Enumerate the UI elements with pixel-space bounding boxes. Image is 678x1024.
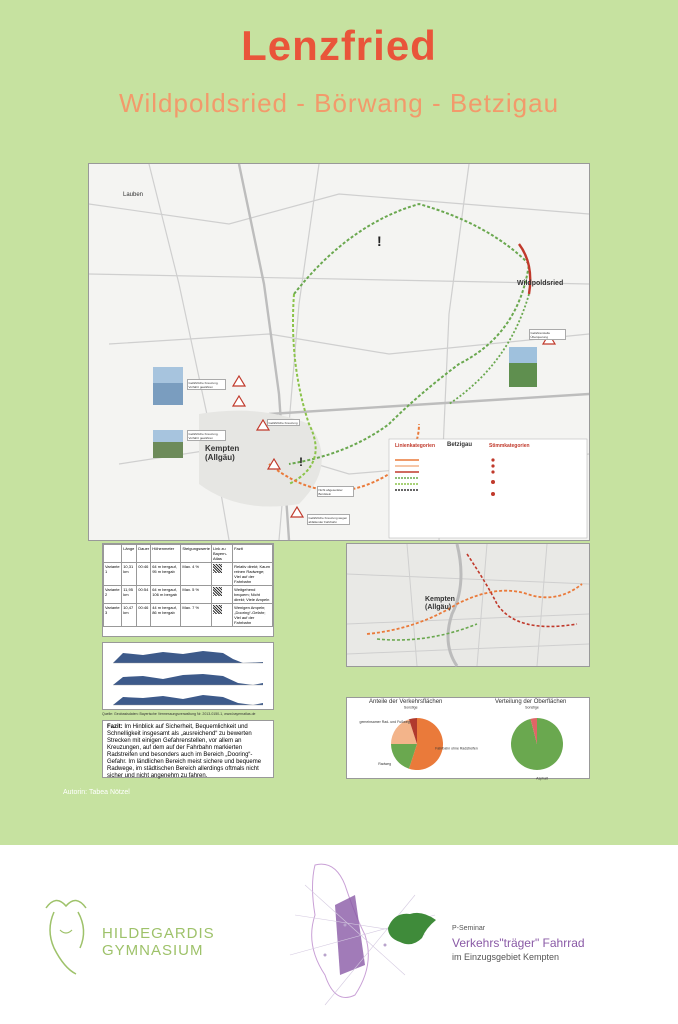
table-cell <box>211 586 232 604</box>
table-cell: Max. 5 % <box>181 586 212 604</box>
table-cell: Relativ direkt; Kaum reinen Radwege; Viel auf der Fahrbahn <box>233 563 273 586</box>
qr-code-icon[interactable] <box>213 564 222 573</box>
svg-text:!: ! <box>299 455 303 469</box>
table-cell: 00:54 <box>137 586 151 604</box>
table-cell: 00:46 <box>137 604 151 627</box>
table-cell: Variante 1 <box>104 563 122 586</box>
school-logo-icon <box>36 890 96 980</box>
table-cell: 10,31 km <box>122 563 137 586</box>
city-label: Kempten (Allgäu) <box>425 596 455 611</box>
elevation-profiles <box>102 642 274 710</box>
poster-title: Lenzfried <box>241 22 437 69</box>
seminar-subtitle: im Einzugsgebiet Kempten <box>452 952 560 962</box>
table-cell: 44 m bergauf, 86 m bergab <box>151 604 181 627</box>
author-credit: Autorin: Tabea Nötzel <box>63 789 130 796</box>
svg-text:!: ! <box>377 233 382 249</box>
table-cell: Max. 4 % <box>181 563 212 586</box>
elevation-profile-drawing <box>103 643 273 709</box>
table-header-row <box>104 545 273 563</box>
qr-code-icon[interactable] <box>213 605 222 614</box>
pie-slice-label: Sonstige <box>525 705 539 710</box>
school-name-line2: GYMNASIUM <box>102 942 204 959</box>
chart-title-left: Anteile der Verkehrsflächen <box>369 699 443 705</box>
pie-slice-label: Fahrbahn ohne Radstreifen <box>435 746 478 751</box>
table-cell: Wenigen Ampeln; „Dooring“-Gefahr; Viel auf der Fahrbahn <box>233 604 273 627</box>
map-callout: Gefährliche Kreuzung, Vorfahrt gewähren <box>187 430 226 441</box>
seminar-label: P-Seminar <box>452 925 486 932</box>
chart-title-right: Verteilung der Oberflächen <box>495 699 567 705</box>
route-map-drawing <box>89 164 589 540</box>
poster-subtitle: Wildpoldsried - Börwang - Betzigau <box>118 88 560 118</box>
route-map <box>88 163 590 541</box>
table-cell: 00:46 <box>137 563 151 586</box>
table-cell: Variante 3 <box>104 604 122 627</box>
school-name <box>102 925 215 959</box>
pie-charts <box>347 698 589 781</box>
map-callout: Gefahrenstelle Überquerung <box>529 329 566 340</box>
table-header-cell: Link zu Bayern-Atlas <box>211 545 232 563</box>
map-callout: Gefährliche Kreuzung wegen abfallender Fahrbahn <box>307 514 350 525</box>
place-label-wildpoldsried: Wildpoldsried <box>517 280 564 287</box>
table-header-cell: Länge <box>122 545 137 563</box>
table-cell <box>211 604 232 627</box>
pie-slice-label: gemeinsamer Rad- und Fußweg <box>359 719 410 724</box>
table-row <box>104 563 273 586</box>
conclusion-text: Im Hinblick auf Sicherheit, Bequemlichkeit und Schnelligkeit insgesamt als „ausreichend“ zu bewerten Strecken mit einigen Gefahrenstellen, vor allem an Kreuzungen, auf dem auf der Fahrbahn markierten Radstreifen und besonders auch im Bereich „Dooring“-Gefahr. Im ländlichen Bereich meist sichere und bequeme Radwege, im städtischen Bereich allerdings oftmals nicht sicher und nicht angenehm zu fahren. <box>107 724 262 779</box>
map-callout: Nicht abgesenkter Bordstein <box>317 486 354 497</box>
table-cell: 11,95 km <box>122 586 137 604</box>
pie-slice-label: Sonstige <box>403 705 418 710</box>
source-credit: Quelle: Geobasisdaten: Bayerische Vermessungsverwaltung Nr. 2013-0150-1, www.bayernatlas.de <box>102 712 256 716</box>
table-cell: Variante 2 <box>104 586 122 604</box>
table-row <box>104 586 273 604</box>
table-cell: Max. 7 % <box>181 604 212 627</box>
table-header-cell: Höhenmeter <box>151 545 181 563</box>
map-callout: Gefährliche Kreuzung <box>267 419 300 426</box>
pie-slice-label: Radweg <box>378 762 392 767</box>
city-map <box>346 543 590 667</box>
table-cell: 10,47 km <box>122 604 137 627</box>
qr-code-icon[interactable] <box>213 587 222 596</box>
legend-left-title: Linienkategorien <box>395 443 436 449</box>
table-row <box>104 604 273 627</box>
variant-table <box>102 543 274 637</box>
table-header-cell: Steigungswerte <box>181 545 212 563</box>
place-label-kempten: Kempten (Allgäu) <box>205 444 240 462</box>
table-header-cell <box>104 545 122 563</box>
table-cell <box>211 563 232 586</box>
pie-slice-label: Asphalt <box>536 776 548 781</box>
kempten-area-icon <box>382 908 442 950</box>
conclusion-box <box>102 720 274 778</box>
map-callout: Gefährliche Kreuzung, Vorfahrt gewähren <box>187 379 226 390</box>
place-label-betzigau: Betzigau <box>447 442 473 448</box>
table-cell: Weitgehend bequem; Nicht direkt; Viele Ampeln <box>233 586 273 604</box>
legend-right-title: Stimmkategorien <box>489 443 530 449</box>
conclusion-label: Fazit: <box>107 724 123 730</box>
charts-panel <box>346 697 590 779</box>
table-header-cell: Fazit <box>233 545 273 563</box>
table-header-cell: Dauer <box>137 545 151 563</box>
table-cell: 64 m bergauf, 106 m bergab <box>151 586 181 604</box>
seminar-title: Verkehrs"träger" Fahrrad <box>452 936 585 950</box>
table-cell: 64 m bergauf, 95 m bergab <box>151 563 181 586</box>
school-name-line1: HILDEGARDIS <box>102 925 215 942</box>
place-label-lauben: Lauben <box>123 192 144 198</box>
